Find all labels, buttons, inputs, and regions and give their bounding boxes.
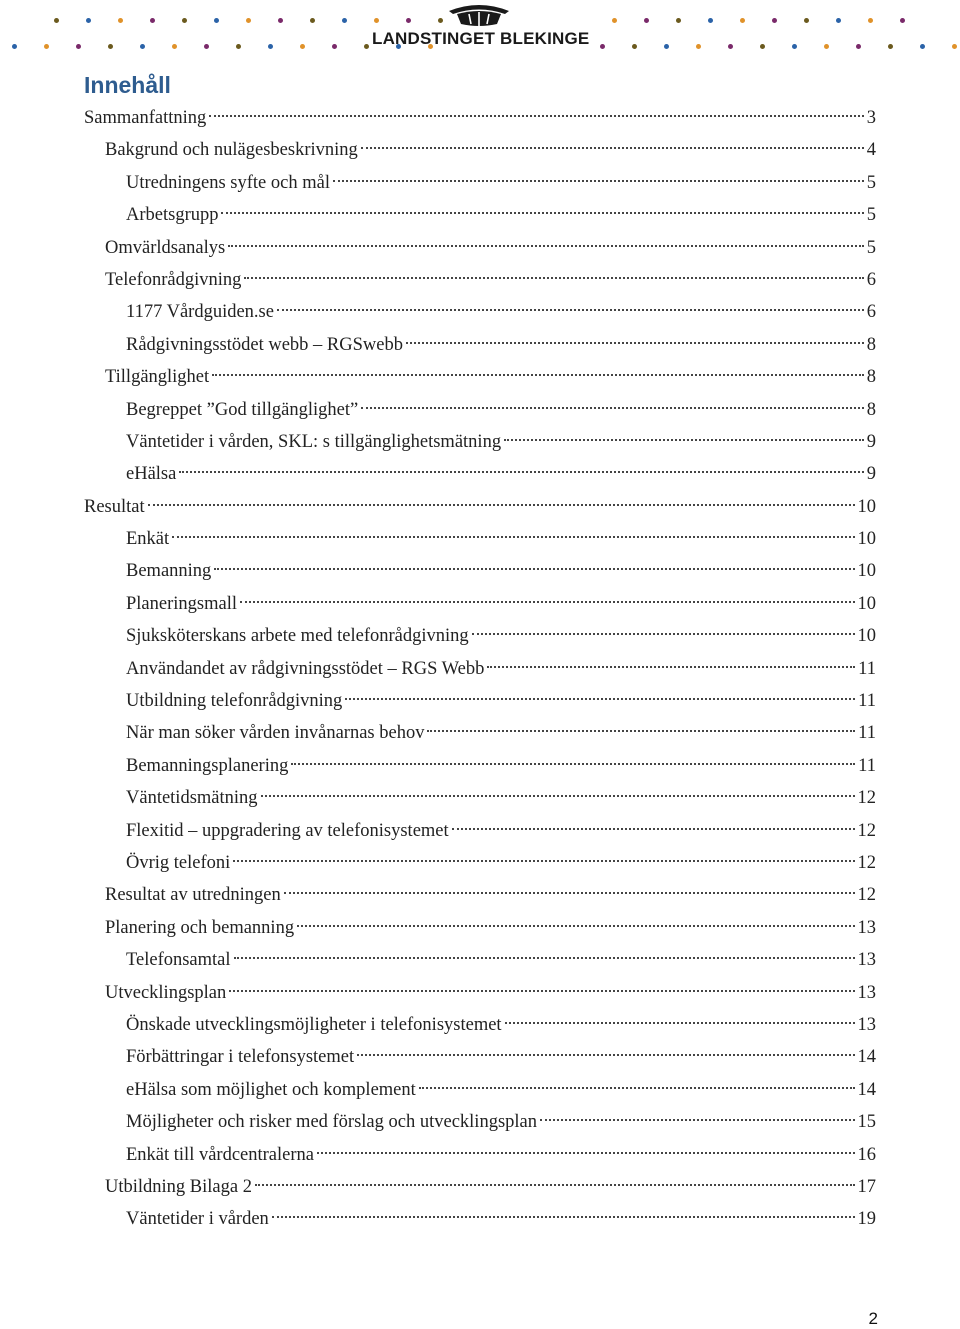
toc-entry-page: 12 — [857, 885, 876, 906]
toc-entry[interactable] — [84, 620, 876, 652]
toc-title: Innehåll — [84, 72, 171, 98]
toc-entry-page: 13 — [857, 982, 876, 1003]
toc-dot-leader — [234, 957, 855, 959]
toc-entry[interactable] — [84, 458, 876, 490]
toc-entry[interactable] — [84, 167, 876, 199]
toc-entry[interactable] — [84, 1074, 876, 1106]
header-dot — [246, 18, 251, 23]
toc-entry[interactable] — [84, 879, 876, 911]
toc-entry[interactable] — [84, 782, 876, 814]
toc-dot-leader — [233, 860, 854, 862]
toc-entry-page: 8 — [866, 399, 876, 420]
toc-entry-label: Tillgänglighet — [105, 367, 210, 388]
header-dot — [236, 44, 241, 49]
header-dot — [108, 44, 113, 49]
header-dot — [804, 18, 809, 23]
toc-dot-leader — [333, 180, 864, 182]
toc-entry-label: eHälsa — [126, 464, 177, 485]
toc-entry-label: Förbättringar i telefonsystemet — [126, 1047, 355, 1068]
toc-dot-leader — [212, 374, 864, 376]
toc-entry[interactable] — [84, 1203, 876, 1235]
toc-entry[interactable] — [84, 555, 876, 587]
toc-dot-leader — [361, 147, 864, 149]
toc-entry[interactable] — [84, 523, 876, 555]
header-dot — [44, 44, 49, 49]
toc-entry-label: Väntetider i vården — [126, 1209, 269, 1230]
toc-entry-page: 13 — [857, 917, 876, 938]
toc-entry-label: eHälsa som möjlighet och komplement — [126, 1079, 416, 1100]
toc-entry-label: Väntetidsmätning — [126, 788, 258, 809]
header-dot — [12, 44, 17, 49]
toc-entry[interactable] — [84, 685, 876, 717]
toc-dot-leader — [272, 1216, 855, 1218]
toc-entry-page: 13 — [857, 1014, 876, 1035]
toc-entry-label: Utvecklingsplan — [105, 982, 227, 1003]
header-dot — [888, 44, 893, 49]
toc-dot-leader — [240, 601, 855, 603]
toc-entry-page: 14 — [857, 1047, 876, 1068]
toc-entry-page: 15 — [857, 1112, 876, 1133]
toc-entry[interactable] — [84, 588, 876, 620]
toc-entry[interactable] — [84, 750, 876, 782]
toc-dot-leader — [172, 536, 854, 538]
toc-entry-label: Utbildning Bilaga 2 — [105, 1176, 252, 1197]
toc-dot-leader — [148, 504, 855, 506]
toc-entry-label: Planeringsmall — [126, 593, 237, 614]
toc-dot-leader — [504, 439, 864, 441]
toc-entry-label: Övrig telefoni — [126, 852, 231, 873]
toc-dot-leader — [277, 309, 864, 311]
toc-entry-page: 16 — [857, 1144, 876, 1165]
toc-entry-label: Arbetsgrupp — [126, 205, 219, 226]
toc-dot-leader — [228, 245, 864, 247]
toc-dot-leader — [255, 1184, 855, 1186]
toc-entry[interactable] — [84, 1171, 876, 1203]
toc-entry[interactable] — [84, 815, 876, 847]
toc-entry-page: 10 — [857, 561, 876, 582]
toc-entry-label: Möjligheter och risker med förslag och utvecklingsplan — [126, 1112, 538, 1133]
table-of-contents — [84, 102, 876, 1236]
header-dot — [600, 44, 605, 49]
toc-entry-label: Begreppet ”God tillgänglighet” — [126, 399, 359, 420]
header-dot — [760, 44, 765, 49]
toc-entry[interactable] — [84, 1139, 876, 1171]
toc-entry-page: 19 — [857, 1209, 876, 1230]
toc-entry-label: Flexitid – uppgradering av telefonisystemet — [126, 820, 449, 841]
header-dot — [952, 44, 957, 49]
header-dot — [150, 18, 155, 23]
header-dot — [676, 18, 681, 23]
toc-entry-page: 12 — [857, 788, 876, 809]
toc-entry-label: Utredningens syfte och mål — [126, 172, 330, 193]
toc-dot-leader — [487, 666, 855, 668]
header-dot — [268, 44, 273, 49]
toc-entry[interactable] — [84, 426, 876, 458]
toc-dot-leader — [221, 212, 863, 214]
toc-entry-page: 10 — [857, 529, 876, 550]
toc-entry-label: Resultat av utredningen — [105, 885, 281, 906]
page-number: 2 — [868, 1309, 878, 1328]
toc-dot-leader — [406, 342, 864, 344]
toc-entry-page: 5 — [866, 237, 876, 258]
toc-entry-label: Sammanfattning — [84, 108, 207, 128]
header-dot — [332, 44, 337, 49]
toc-entry[interactable] — [84, 1041, 876, 1073]
toc-entry-page: 8 — [866, 334, 876, 355]
header-dot — [868, 18, 873, 23]
toc-entry-label: Sjuksköterskans arbete med telefonrådgivning — [126, 626, 469, 647]
toc-entry[interactable] — [84, 977, 876, 1009]
toc-entry[interactable] — [84, 232, 876, 264]
toc-entry[interactable] — [84, 361, 876, 393]
toc-entry[interactable] — [84, 653, 876, 685]
header-dot — [772, 18, 777, 23]
toc-dot-leader — [229, 990, 854, 992]
header-dot — [278, 18, 283, 23]
toc-dot-leader — [179, 471, 863, 473]
toc-entry[interactable] — [84, 329, 876, 361]
header-dot — [204, 44, 209, 49]
toc-entry[interactable] — [84, 944, 876, 976]
toc-dot-leader — [284, 892, 855, 894]
header-dot — [172, 44, 177, 49]
header-dot — [824, 44, 829, 49]
header-dot — [140, 44, 145, 49]
header-dot — [644, 18, 649, 23]
toc-dot-leader — [357, 1054, 854, 1056]
toc-entry-page: 4 — [866, 140, 876, 161]
toc-entry[interactable] — [84, 1009, 876, 1041]
toc-dot-leader — [214, 568, 854, 570]
toc-entry-page: 10 — [857, 593, 876, 614]
header-dot — [836, 18, 841, 23]
toc-entry-label: Telefonsamtal — [126, 950, 231, 971]
page-header — [0, 0, 960, 60]
header-dot — [54, 18, 59, 23]
toc-entry-label: Telefonrådgivning — [105, 269, 242, 290]
toc-entry[interactable] — [84, 296, 876, 328]
toc-dot-leader — [472, 633, 855, 635]
header-dot — [632, 44, 637, 49]
toc-entry-page: 9 — [866, 431, 876, 452]
header-dot — [310, 18, 315, 23]
toc-entry[interactable] — [84, 134, 876, 166]
header-dot — [740, 18, 745, 23]
toc-dot-leader — [540, 1119, 854, 1121]
toc-dot-leader — [244, 277, 863, 279]
header-dot — [300, 44, 305, 49]
toc-entry-page: 8 — [866, 367, 876, 388]
header-dot — [792, 44, 797, 49]
landstinget-emblem-icon — [447, 2, 511, 28]
toc-entry-label: Planering och bemanning — [105, 917, 295, 938]
toc-entry-label: Väntetider i vården, SKL: s tillgänglighetsmätning — [126, 431, 502, 452]
header-dot — [182, 18, 187, 23]
toc-entry-label: Önskade utvecklingsmöjligheter i telefonisystemet — [126, 1014, 502, 1035]
toc-entry-label: Rådgivningsstödet webb – RGSwebb — [126, 334, 403, 355]
header-dot — [900, 18, 905, 23]
toc-dot-leader — [297, 925, 854, 927]
header-dot — [920, 44, 925, 49]
toc-entry-page: 14 — [857, 1079, 876, 1100]
toc-entry-page: 12 — [857, 820, 876, 841]
toc-entry-page: 3 — [866, 108, 876, 128]
toc-entry-page: 11 — [858, 723, 876, 744]
toc-entry-page: 11 — [858, 755, 876, 776]
header-dot — [664, 44, 669, 49]
header-dot — [364, 44, 369, 49]
header-dot — [76, 44, 81, 49]
header-dot — [374, 18, 379, 23]
toc-entry-page: 11 — [858, 691, 876, 712]
toc-entry[interactable] — [84, 102, 876, 134]
toc-entry-page: 6 — [866, 302, 876, 323]
header-dot — [406, 18, 411, 23]
header-dot — [612, 18, 617, 23]
toc-entry-page: 10 — [857, 496, 876, 517]
toc-entry[interactable] — [84, 394, 876, 426]
toc-entry[interactable] — [84, 1106, 876, 1138]
header-dot — [696, 44, 701, 49]
toc-entry-label: Bakgrund och nulägesbeskrivning — [105, 140, 358, 161]
toc-entry-label: Användandet av rådgivningsstödet – RGS Webb — [126, 658, 485, 679]
toc-dot-leader — [427, 730, 855, 732]
header-dot — [708, 18, 713, 23]
toc-entry-label: Bemanningsplanering — [126, 755, 289, 776]
header-dot — [86, 18, 91, 23]
toc-dot-leader — [452, 828, 855, 830]
toc-entry-label: 1177 Vårdguiden.se — [126, 302, 274, 323]
toc-entry-label: Enkät — [126, 529, 170, 550]
toc-entry-page: 17 — [857, 1176, 876, 1197]
toc-entry[interactable] — [84, 199, 876, 231]
toc-entry-page: 10 — [857, 626, 876, 647]
header-dot — [342, 18, 347, 23]
toc-entry-label: Utbildning telefonrådgivning — [126, 691, 343, 712]
toc-dot-leader — [291, 763, 855, 765]
toc-entry[interactable] — [84, 717, 876, 749]
toc-entry-page: 11 — [858, 658, 876, 679]
toc-entry-page: 12 — [857, 852, 876, 873]
toc-entry-page: 5 — [866, 172, 876, 193]
toc-entry-label: Resultat — [84, 496, 145, 517]
toc-entry[interactable] — [84, 912, 876, 944]
toc-entry-label: När man söker vården invånarnas behov — [126, 723, 425, 744]
header-dot — [118, 18, 123, 23]
toc-dot-leader — [261, 795, 855, 797]
toc-entry[interactable] — [84, 264, 876, 296]
toc-entry-label: Bemanning — [126, 561, 212, 582]
toc-dot-leader — [419, 1087, 855, 1089]
header-dot — [438, 18, 443, 23]
toc-dot-leader — [345, 698, 855, 700]
toc-entry-page: 9 — [866, 464, 876, 485]
toc-entry[interactable] — [84, 847, 876, 879]
toc-entry[interactable] — [84, 491, 876, 523]
logo-text: LANDSTINGET BLEKINGE — [372, 29, 590, 48]
toc-entry-page: 5 — [866, 205, 876, 226]
toc-entry-page: 13 — [857, 950, 876, 971]
toc-dot-leader — [505, 1022, 855, 1024]
header-dot — [728, 44, 733, 49]
header-dot — [856, 44, 861, 49]
toc-dot-leader — [209, 115, 863, 117]
toc-entry-label: Enkät till vårdcentralerna — [126, 1144, 314, 1165]
toc-dot-leader — [361, 407, 864, 409]
header-dot — [214, 18, 219, 23]
toc-entry-page: 6 — [866, 269, 876, 290]
toc-entry-label: Omvärldsanalys — [105, 237, 226, 258]
toc-dot-leader — [317, 1152, 855, 1154]
